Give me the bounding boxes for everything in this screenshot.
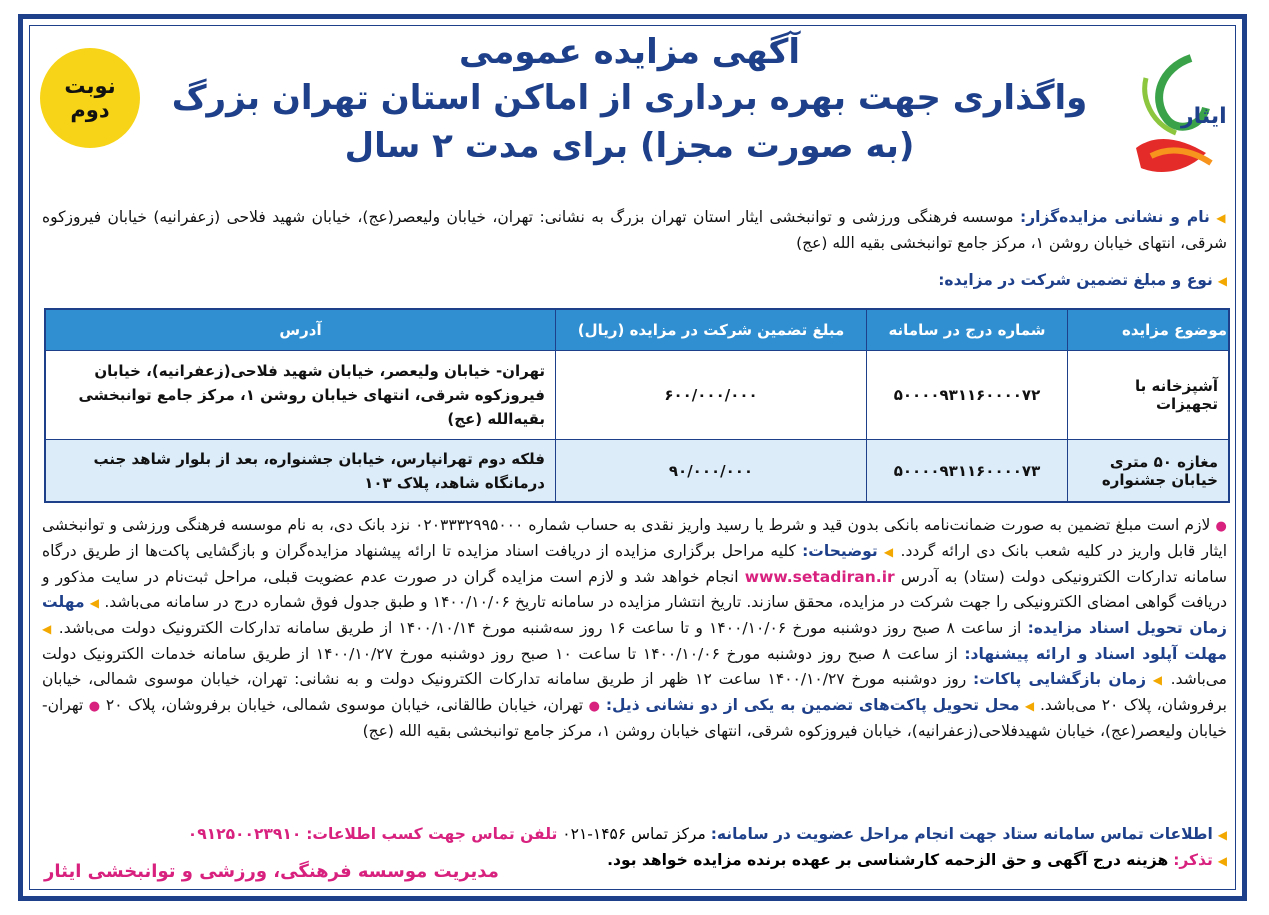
note-text: هزینه درج آگهی و حق الزحمه کارشناسی بر عهده برنده مزایده خواهد بود. xyxy=(607,851,1169,869)
cell-address: تهران- خیابان ولیعصر، خیابان شهید فلاحی(زعفرانیه)، خیابان فیروزکوه شرقی، انتهای خیابان روشن ۱، مرکز جامع توانبخشی بقیه‌الله (عج) xyxy=(45,351,556,440)
contact-label: اطلاعات تماس سامانه ستاد جهت انجام مراحل عضویت در سامانه: xyxy=(710,825,1213,843)
arrow-icon: ◀ xyxy=(89,596,100,610)
arrow-icon: ◀ xyxy=(1152,673,1164,687)
arrow-icon: ◀ xyxy=(42,622,53,636)
col-address: آدرس xyxy=(45,309,556,351)
organizer-paragraph xyxy=(42,205,1227,256)
cell-subject: مغازه ۵۰ متری خیابان جشنواره xyxy=(1068,440,1230,502)
notes-text-2: انجام خواهد شد و لازم است مزایده گران در صورت عدم عضویت قبلی، مراحل ثبت‌نام در سایت مذکور و دریافت گواهی امضای الکترونیکی را جهت شرکت در مزایده، محقق سازند. تاریخ انتشار مزایده در سامانه تاریخ ۱۴۰۰/۱۰/۰۶ و طبق جدول فوق شماره درج در سامانه می‌باشد. xyxy=(42,568,1227,611)
cell-number: ۵۰۰۰۰۹۳۱۱۶۰۰۰۰۷۳ xyxy=(867,440,1068,502)
deadline-label: مهلت زمان تحویل اسناد مزایده: xyxy=(42,593,1227,637)
title-line1: آگهی مزایده عمومی xyxy=(458,32,801,72)
isar-logo-icon xyxy=(1121,38,1231,188)
bullet-icon: ● xyxy=(88,699,101,714)
guarantee-heading xyxy=(42,268,1227,294)
col-subject: موضوع مزایده xyxy=(1068,309,1230,351)
table-row xyxy=(45,351,1229,440)
cell-address: فلکه دوم تهرانپارس، خیابان جشنواره، بعد از بلوار شاهد جنب درمانگاه شاهد، پلاک ۱۰۳ xyxy=(45,440,556,502)
notes-text: کلیه مراحل برگزاری مزایده از دریافت اسناد مزایده تا ارائه پیشنهاد مزایده‌گران و بازگشایی پاکت‌ها از طریق درگاه سامانه تدارکات الکترونیکی دولت (ستاد) به آدرس xyxy=(42,542,1227,586)
opening-label: زمان بازگشایی پاکات: xyxy=(973,670,1147,688)
note-label: تذکر: xyxy=(1173,851,1213,869)
delivery-address-2: تهران-خیابان ولیعصر(عج)، خیابان شهیدفلاحی(زعفرانیه)، خیابان فیروزکوه شرقی، انتهای خیابان روشن ۱، مرکز جامع توانبخشی بقیه الله (عج) xyxy=(42,696,1227,740)
opening-text: روز دوشنبه مورخ ۱۴۰۰/۱۰/۲۷ ساعت ۱۲ ظهر از طریق سامانه تدارکات الکترونیک دولت و به نشانی: تهران، خیابان موسوی شمالی، خیابان برفروشان، پلاک ۲۰ می‌باشد. xyxy=(42,670,1227,714)
contact-line xyxy=(42,822,1227,847)
organizer-text: موسسه فرهنگی ورزشی و توانبخشی ایثار استان تهران بزرگ به نشانی: تهران، خیابان ولیعصر(عج)، خیابان شهید فلاحی (زعفرانیه) خیابان فیروزکوه شرقی، انتهای خیابان روشن ۱، مرکز جامع توانبخشی بقیه الله (عج) xyxy=(42,208,1227,252)
cell-subject: آشپزخانه با تجهیزات xyxy=(1068,351,1230,440)
management-signature: مدیریت موسسه فرهنگی، ورزشی و توانبخشی ایثار xyxy=(44,861,499,882)
table-row xyxy=(45,440,1229,502)
contact-text: مرکز تماس ۱۴۵۶-۰۲۱ xyxy=(562,825,706,843)
col-number: شماره درج در سامانه xyxy=(867,309,1068,351)
arrow-icon: ◀ xyxy=(1217,274,1227,288)
title-line3: (به صورت مجزا) برای مدت ۲ سال xyxy=(344,126,915,166)
badge-line2: دوم xyxy=(70,98,110,122)
upload-label: مهلت آپلود اسناد و ارائه پیشنهاد: xyxy=(964,645,1227,663)
badge-line1: نوبت xyxy=(64,73,116,98)
arrow-icon: ◀ xyxy=(1217,854,1227,868)
round-badge xyxy=(40,48,140,148)
arrow-icon: ◀ xyxy=(1216,211,1228,225)
guarantee-text: لازم است مبلغ تضمین به صورت ضمانت‌نامه بانکی بدون قید و شرط یا رسید واریز نقدی به حساب شماره ۰۲۰۳۳۳۲۹۹۵۰۰۰ نزد بانک دی، به نام موسسه فرهنگی ورزشی و توانبخشی ایثار قابل واریز در کلیه شعب بانک دی ارائه گردد. xyxy=(42,516,1228,560)
cell-amount: ۹۰/۰۰۰/۰۰۰ xyxy=(556,440,867,502)
cell-amount: ۶۰۰/۰۰۰/۰۰۰ xyxy=(556,351,867,440)
logo-brand: ایثار xyxy=(1181,104,1227,129)
deadline-text: از ساعت ۸ صبح روز دوشنبه مورخ ۱۴۰۰/۱۰/۰۶ و تا ساعت ۱۶ روز سه‌شنبه مورخ ۱۴۰۰/۱۰/۱۴ از طریق سامانه تدارکات الکترونیک دولت می‌باشد. xyxy=(58,619,1022,637)
auction-table xyxy=(44,308,1230,503)
bullet-icon: ● xyxy=(588,699,601,714)
arrow-icon: ◀ xyxy=(1024,699,1035,713)
col-amount: مبلغ تضمین شرکت در مزایده (ریال) xyxy=(556,309,867,351)
title-line2: واگذاری جهت بهره برداری از اماکن استان تهران بزرگ xyxy=(171,78,1088,118)
arrow-icon: ◀ xyxy=(883,545,895,559)
delivery-address-1: تهران، خیابان طالقانی، خیابان موسوی شمالی، خیابان برفروشان، پلاک ۲۰ xyxy=(105,696,584,714)
details-paragraph xyxy=(42,513,1227,744)
organizer-label: نام و نشانی مزایده‌گزار: xyxy=(1020,208,1210,226)
title-block xyxy=(160,30,1099,170)
delivery-label: محل تحویل پاکت‌های تضمین به یکی از دو نشانی ذیل: xyxy=(605,696,1020,714)
notes-label: توضیحات: xyxy=(802,542,878,560)
arrow-icon: ◀ xyxy=(1217,828,1227,842)
upload-text: از ساعت ۸ صبح روز دوشنبه مورخ ۱۴۰۰/۱۰/۰۶ تا ساعت ۱۰ صبح روز دوشنبه مورخ ۱۴۰۰/۱۰/۲۷ از طریق سامانه خدمات الکترونیک دولت می‌باشد. xyxy=(42,645,1227,688)
cell-number: ۵۰۰۰۰۹۳۱۱۶۰۰۰۰۷۲ xyxy=(867,351,1068,440)
bullet-icon: ● xyxy=(1215,519,1227,534)
guarantee-heading-text: نوع و مبلغ تضمین شرکت در مزایده: xyxy=(938,271,1213,289)
phone-number: ۰۹۱۲۵۰۰۲۳۹۱۰ xyxy=(187,825,302,843)
phone-label: تلفن تماس جهت کسب اطلاعات: xyxy=(306,825,558,843)
setad-link[interactable]: www.setadiran.ir xyxy=(744,568,895,586)
